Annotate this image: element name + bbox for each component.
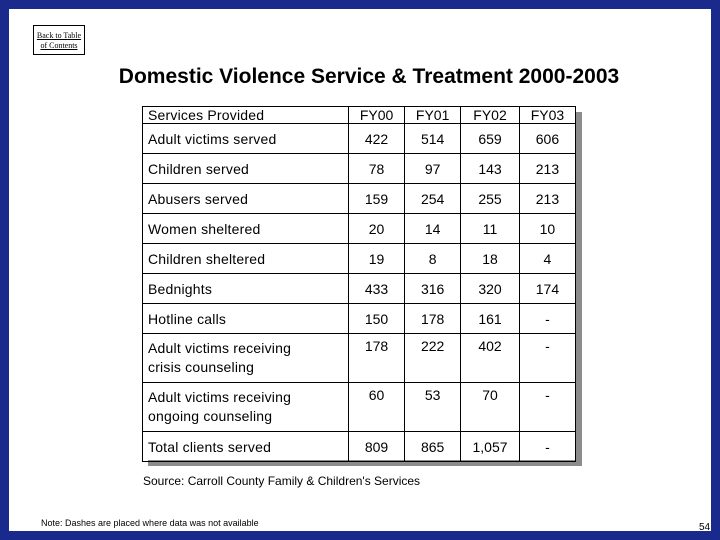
table-row [143, 244, 576, 274]
cell-fy00: 20 [349, 214, 405, 244]
cell-fy03: 213 [519, 154, 575, 184]
table-row [143, 334, 576, 383]
page-number: 54 [699, 522, 711, 533]
cell-fy01: 865 [405, 432, 461, 462]
cell-fy02: 1,057 [461, 432, 520, 462]
cell-fy00: 19 [349, 244, 405, 274]
row-label [143, 334, 349, 383]
row-label [143, 383, 349, 432]
services-table [142, 106, 576, 462]
page-title: Domestic Violence Service & Treatment 2000-2003 [118, 65, 620, 88]
row-label: Total clients served [143, 432, 349, 462]
cell-fy00: 178 [349, 334, 405, 383]
row-label-line2: ongoing counseling [148, 408, 273, 424]
cell-fy02: 70 [461, 383, 520, 432]
row-label: Hotline calls [143, 304, 349, 334]
row-label: Adult victims served [143, 124, 349, 154]
cell-fy02: 402 [461, 334, 520, 383]
table-row [143, 154, 576, 184]
table-row [143, 274, 576, 304]
cell-fy00: 809 [349, 432, 405, 462]
cell-fy03: 213 [519, 184, 575, 214]
row-label-line1: Adult victims receiving [148, 389, 292, 405]
cell-fy01: 316 [405, 274, 461, 304]
table-header-row [143, 107, 576, 124]
back-to-toc-link[interactable] [33, 25, 85, 55]
services-table-container [142, 106, 576, 460]
cell-fy03: - [519, 432, 575, 462]
cell-fy00: 150 [349, 304, 405, 334]
row-label: Women sheltered [143, 214, 349, 244]
row-label: Children sheltered [143, 244, 349, 274]
source-citation: Source: Carroll County Family & Children's Services [143, 474, 421, 488]
header-services-provided: Services Provided [143, 107, 349, 124]
cell-fy00: 433 [349, 274, 405, 304]
cell-fy01: 14 [405, 214, 461, 244]
row-label-line1: Adult victims receiving [148, 340, 292, 356]
table-row [143, 124, 576, 154]
row-label: Children served [143, 154, 349, 184]
cell-fy02: 659 [461, 124, 520, 154]
cell-fy01: 178 [405, 304, 461, 334]
row-label: Abusers served [143, 184, 349, 214]
cell-fy01: 254 [405, 184, 461, 214]
row-label-line2: crisis counseling [148, 359, 255, 375]
header-fy03: FY03 [519, 107, 575, 124]
table-row [143, 304, 576, 334]
table-row [143, 383, 576, 432]
cell-fy00: 60 [349, 383, 405, 432]
cell-fy03: - [519, 304, 575, 334]
cell-fy01: 8 [405, 244, 461, 274]
header-fy02: FY02 [461, 107, 520, 124]
footnote: Note: Dashes are placed where data was not available [41, 518, 259, 528]
cell-fy00: 78 [349, 154, 405, 184]
cell-fy00: 159 [349, 184, 405, 214]
table-row [143, 184, 576, 214]
table-row [143, 432, 576, 462]
cell-fy03: 4 [519, 244, 575, 274]
cell-fy01: 222 [405, 334, 461, 383]
cell-fy01: 53 [405, 383, 461, 432]
cell-fy03: - [519, 383, 575, 432]
cell-fy03: 10 [519, 214, 575, 244]
back-link-line1: Back to Table [36, 31, 82, 40]
cell-fy02: 18 [461, 244, 520, 274]
cell-fy02: 11 [461, 214, 520, 244]
back-link-line2: of Contents [40, 41, 78, 50]
cell-fy00: 422 [349, 124, 405, 154]
cell-fy02: 255 [461, 184, 520, 214]
cell-fy03: 606 [519, 124, 575, 154]
header-fy01: FY01 [405, 107, 461, 124]
cell-fy01: 97 [405, 154, 461, 184]
cell-fy02: 320 [461, 274, 520, 304]
cell-fy02: 143 [461, 154, 520, 184]
header-fy00: FY00 [349, 107, 405, 124]
cell-fy02: 161 [461, 304, 520, 334]
cell-fy03: 174 [519, 274, 575, 304]
row-label: Bednights [143, 274, 349, 304]
table-row [143, 214, 576, 244]
cell-fy03: - [519, 334, 575, 383]
cell-fy01: 514 [405, 124, 461, 154]
